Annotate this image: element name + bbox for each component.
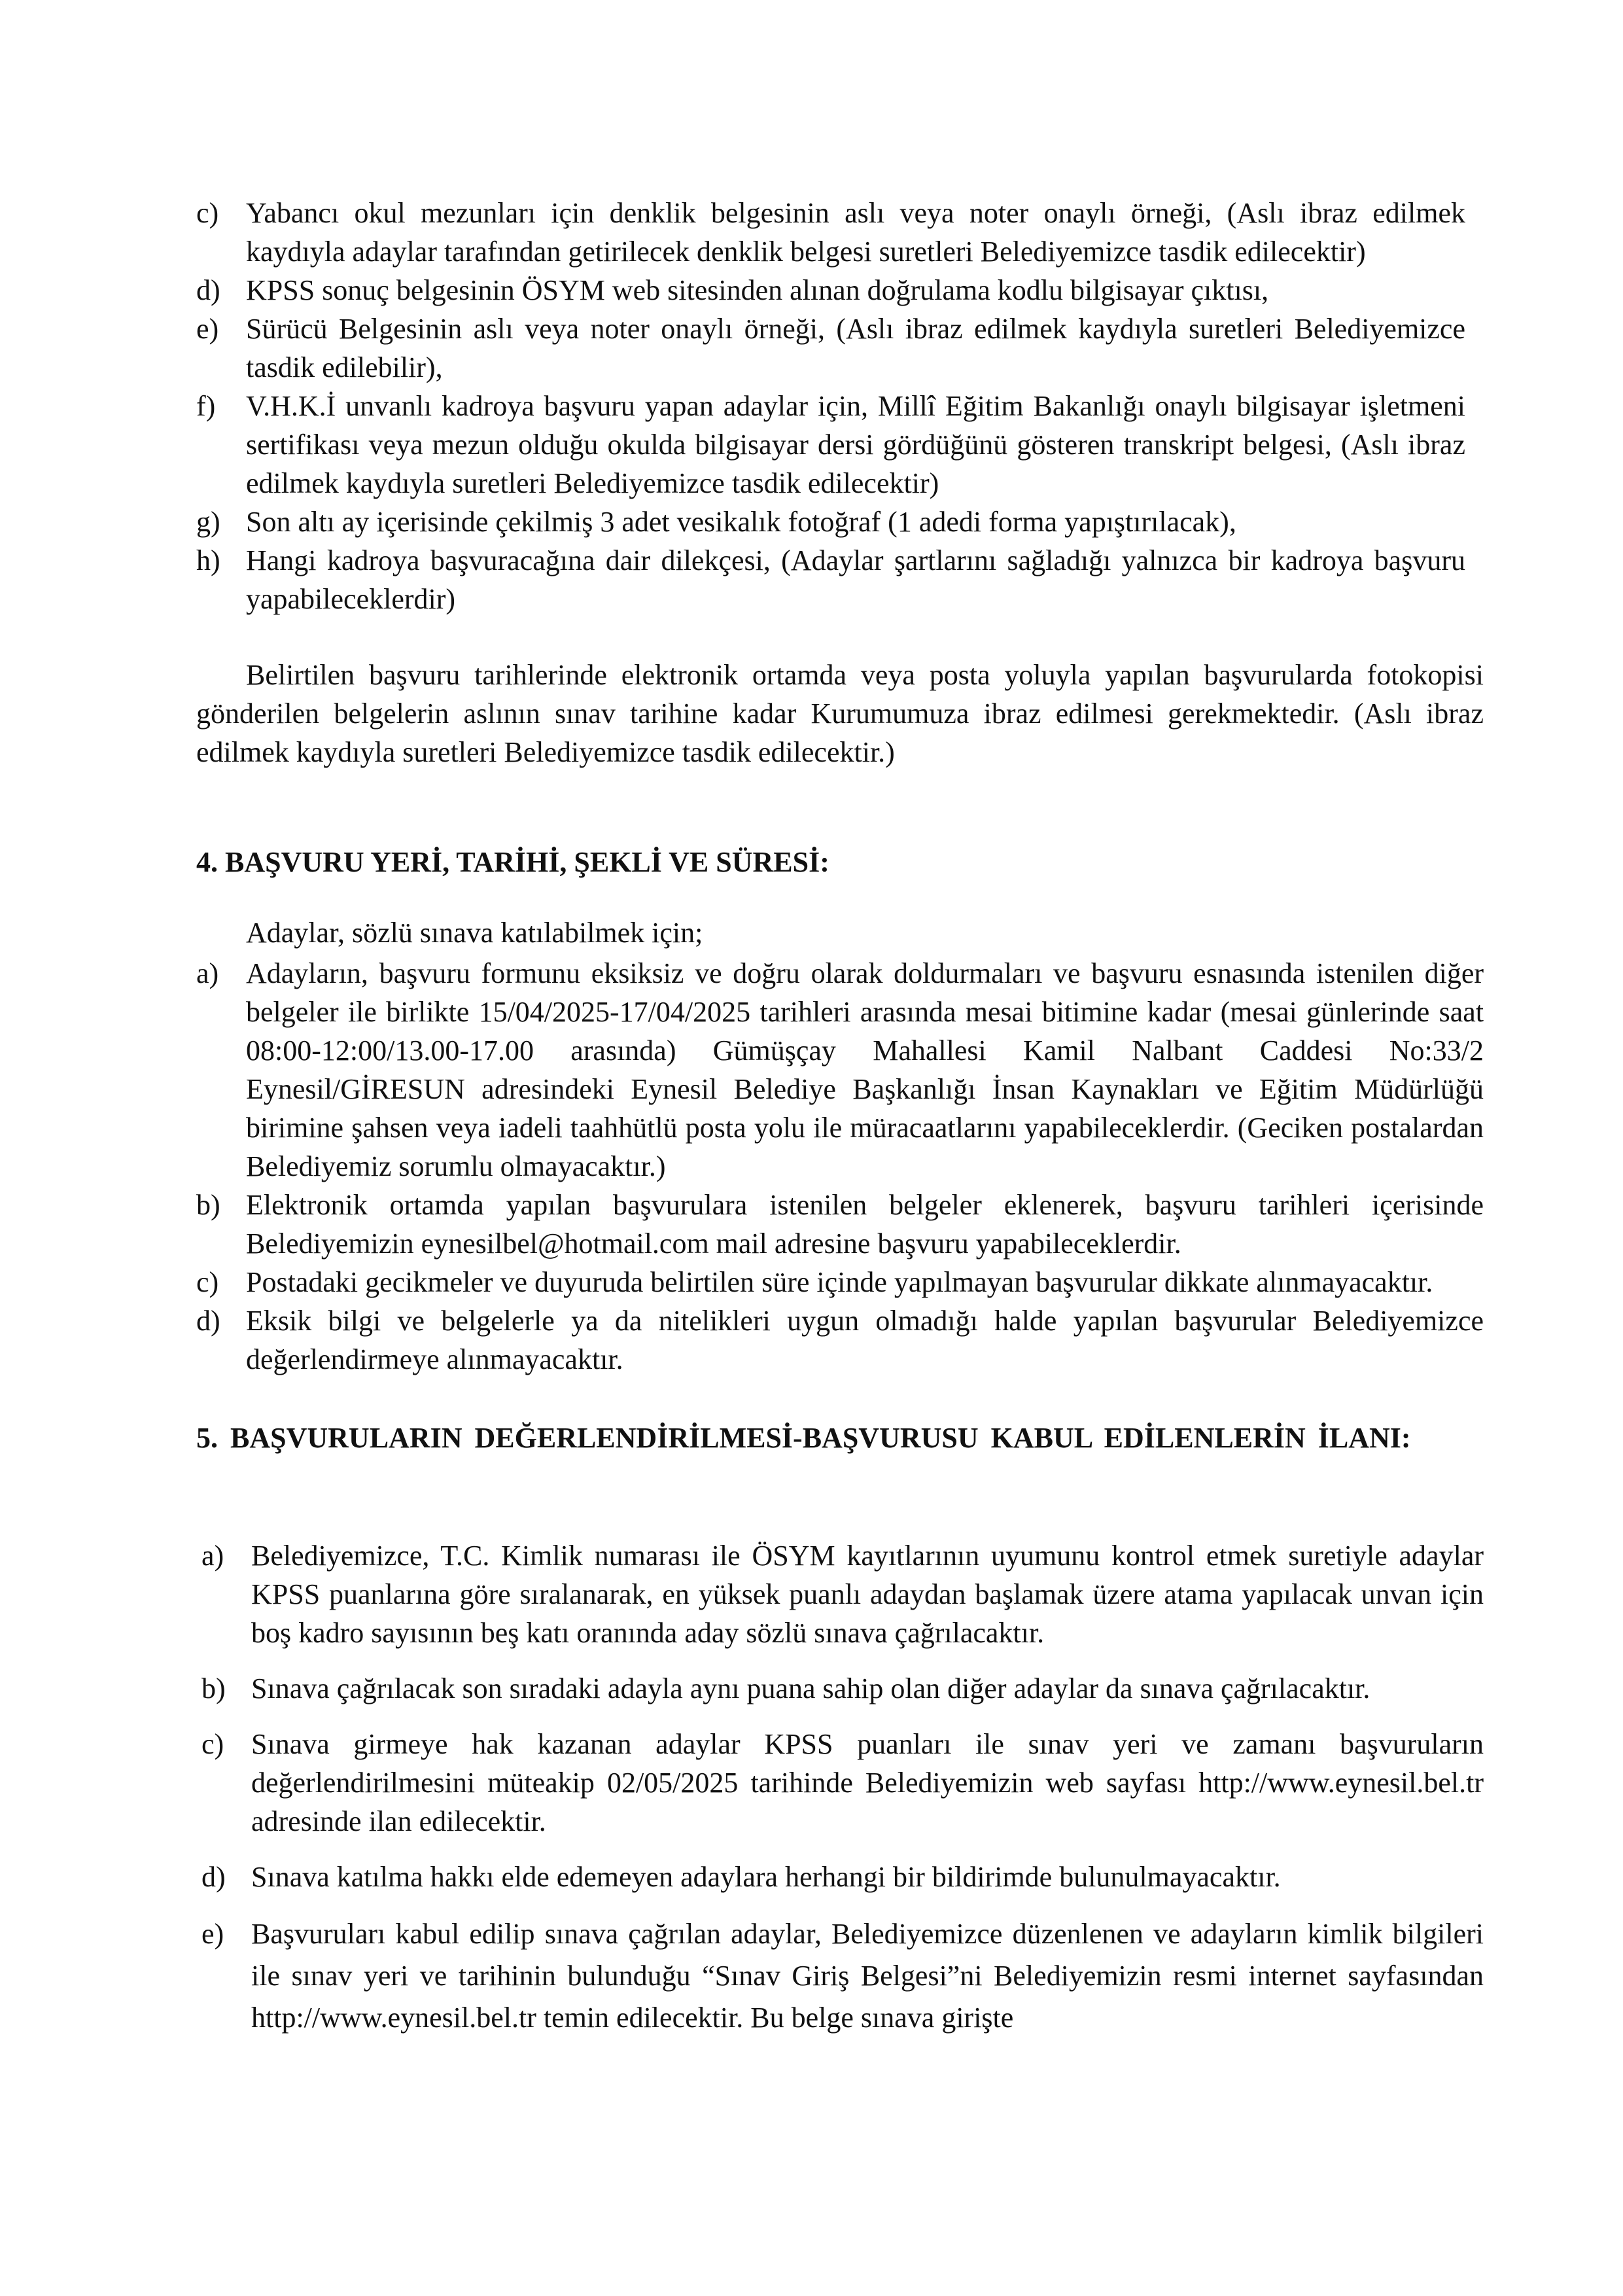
list-item-text: Hangi kadroya başvuracağına dair dilekçesi, (Adaylar şartlarını sağladığı yalnızca bir kadroya başvuru yapabileceklerdir) — [246, 544, 1465, 615]
evaluation-list — [201, 1536, 1484, 2039]
list-marker: f) — [196, 390, 216, 422]
list-item-text: KPSS sonuç belgesinin ÖSYM web sitesinden alınan doğrulama kodlu bilgisayar çıktısı, — [246, 274, 1269, 306]
list-item-text: Sürücü Belgesinin aslı veya noter onaylı örneği, (Aslı ibraz edilmek kaydıyla suretleri Belediyemizce tasdik edilebilir), — [246, 313, 1465, 383]
section-4-heading: 4. BAŞVURU YERİ, TARİHİ, ŞEKLİ VE SÜRESİ: — [196, 846, 829, 878]
list-marker: b) — [196, 1189, 220, 1221]
list-marker: c) — [196, 1266, 219, 1298]
section-5-heading: 5. BAŞVURULARIN DEĞERLENDİRİLMESİ-BAŞVURUSU KABUL EDİLENLERİN İLANI: — [196, 1422, 1411, 1454]
application-list — [196, 954, 1484, 1379]
list-marker: a) — [201, 1540, 224, 1572]
list-item — [201, 1536, 1484, 1652]
list-item — [196, 503, 1465, 541]
list-item-text: Sınava katılma hakkı elde edemeyen adaylara herhangi bir bildirimde bulunulmayacaktır. — [251, 1861, 1281, 1893]
list-item — [196, 954, 1484, 1186]
list-item-text: Eksik bilgi ve belgelerle ya da nitelikleri uygun olmadığı halde yapılan başvurular Belediyemizce değerlendirmeye alınmayacaktır. — [246, 1305, 1484, 1375]
list-item-text: Postadaki gecikmeler ve duyuruda belirtilen süre içinde yapılmayan başvurular dikkate alınmayacaktır. — [246, 1266, 1433, 1298]
list-item — [201, 1913, 1484, 2039]
list-item-text: Başvuruları kabul edilip sınava çağrılan adaylar, Belediyemizce düzenlenen ve adayların kimlik bilgileri ile sınav yeri ve tarihinin bulunduğu “Sınav Giriş Belgesi”ni Belediyemizin resmi internet sayfasından http://www.eynesil.bel.tr temin edilecektir. Bu belge sınava girişte — [251, 1918, 1484, 2034]
closing-paragraph: Belirtilen başvuru tarihlerinde elektronik ortamda veya posta yoluyla yapılan başvurularda fotokopisi gönderilen belgelerin aslının sınav tarihine kadar Kurumumuza ibraz edilmesi gerekmektedir. (Aslı ibraz edilmek kaydıyla suretleri Belediyemizce tasdik edilecektir.) — [196, 659, 1484, 768]
list-marker: b) — [201, 1672, 226, 1704]
list-item — [196, 387, 1465, 503]
list-item-text: Son altı ay içerisinde çekilmiş 3 adet vesikalık fotoğraf (1 adedi forma yapıştırılacak), — [246, 506, 1236, 538]
list-item-text: Belediyemizce, T.C. Kimlik numarası ile ÖSYM kayıtlarının uyumunu kontrol etmek suretiyle adaylar KPSS puanlarına göre sıralanarak, en yüksek puanlı adaydan başlamak üzere atama yapılacak unvan için boş kadro sayısının beş katı oranında aday sözlü sınava çağrılacaktır. — [251, 1540, 1484, 1649]
list-item-text: Adayların, başvuru formunu eksiksiz ve doğru olarak doldurmaları ve başvuru esnasında istenilen diğer belgeler ile birlikte 15/04/2025-17/04/2025 tarihleri arasında mesai bitimine kadar (mesai günlerinde saat 08:00-12:00/13.00-17.00 arasında) Gümüşçay Mahallesi Kamil Nalbant Caddesi No:33/2 Eynesil/GİRESUN adresindeki Eynesil Belediye Başkanlığı İnsan Kaynakları ve Eğitim Müdürlüğü birimine şahsen veya iadeli taahhütlü posta yolu ile müracaatlarını yapabileceklerdir. (Geciken postalardan Belediyemiz sorumlu olmayacaktır.) — [246, 957, 1484, 1182]
list-marker: g) — [196, 506, 220, 538]
list-marker: c) — [196, 197, 219, 229]
list-marker: d) — [196, 274, 220, 306]
list-item — [196, 1263, 1484, 1301]
section-4-intro: Adaylar, sözlü sınava katılabilmek için; — [246, 917, 703, 949]
list-item-text: Sınava çağrılacak son sıradaki adayla aynı puana sahip olan diğer adaylar da sınava çağrılacaktır. — [251, 1672, 1370, 1704]
list-item — [196, 271, 1465, 309]
list-marker: e) — [201, 1918, 224, 1950]
list-marker: c) — [201, 1728, 224, 1760]
list-item-text: V.H.K.İ unvanlı kadroya başvuru yapan adaylar için, Millî Eğitim Bakanlığı onaylı bilgisayar işletmeni sertifikası veya mezun olduğu okulda bilgisayar dersi gördüğünü gösteren transkript belgesi, (Aslı ibraz edilmek kaydıyla suretleri Belediyemizce tasdik edilecektir) — [246, 390, 1465, 499]
requirements-list — [196, 194, 1465, 618]
list-item — [196, 309, 1465, 387]
list-item — [201, 1725, 1484, 1841]
list-item — [196, 1186, 1484, 1263]
list-item-text: Sınava girmeye hak kazanan adaylar KPSS puanları ile sınav yeri ve zamanı başvuruların değerlendirilmesini müteakip 02/05/2025 tarihinde Belediyemizin web sayfası http://www.eynesil.bel.tr adresinde ilan edilecektir. — [251, 1728, 1484, 1837]
list-marker: e) — [196, 313, 219, 345]
list-marker: d) — [201, 1861, 226, 1893]
list-item — [201, 1858, 1484, 1896]
list-item — [196, 194, 1465, 271]
list-marker: d) — [196, 1305, 220, 1337]
list-item — [196, 1301, 1484, 1379]
list-item-text: Elektronik ortamda yapılan başvurulara istenilen belgeler eklenerek, başvuru tarihleri içerisinde Belediyemizin eynesilbel@hotmail.com mail adresine başvuru yapabileceklerdir. — [246, 1189, 1484, 1260]
list-item — [196, 541, 1465, 618]
list-item — [201, 1669, 1484, 1708]
list-marker: a) — [196, 957, 219, 989]
list-item-text: Yabancı okul mezunları için denklik belgesinin aslı veya noter onaylı örneği, (Aslı ibraz edilmek kaydıyla adaylar tarafından getirilecek denklik belgesi suretleri Belediyemizce tasdik edilecektir) — [246, 197, 1465, 268]
list-marker: h) — [196, 544, 220, 576]
